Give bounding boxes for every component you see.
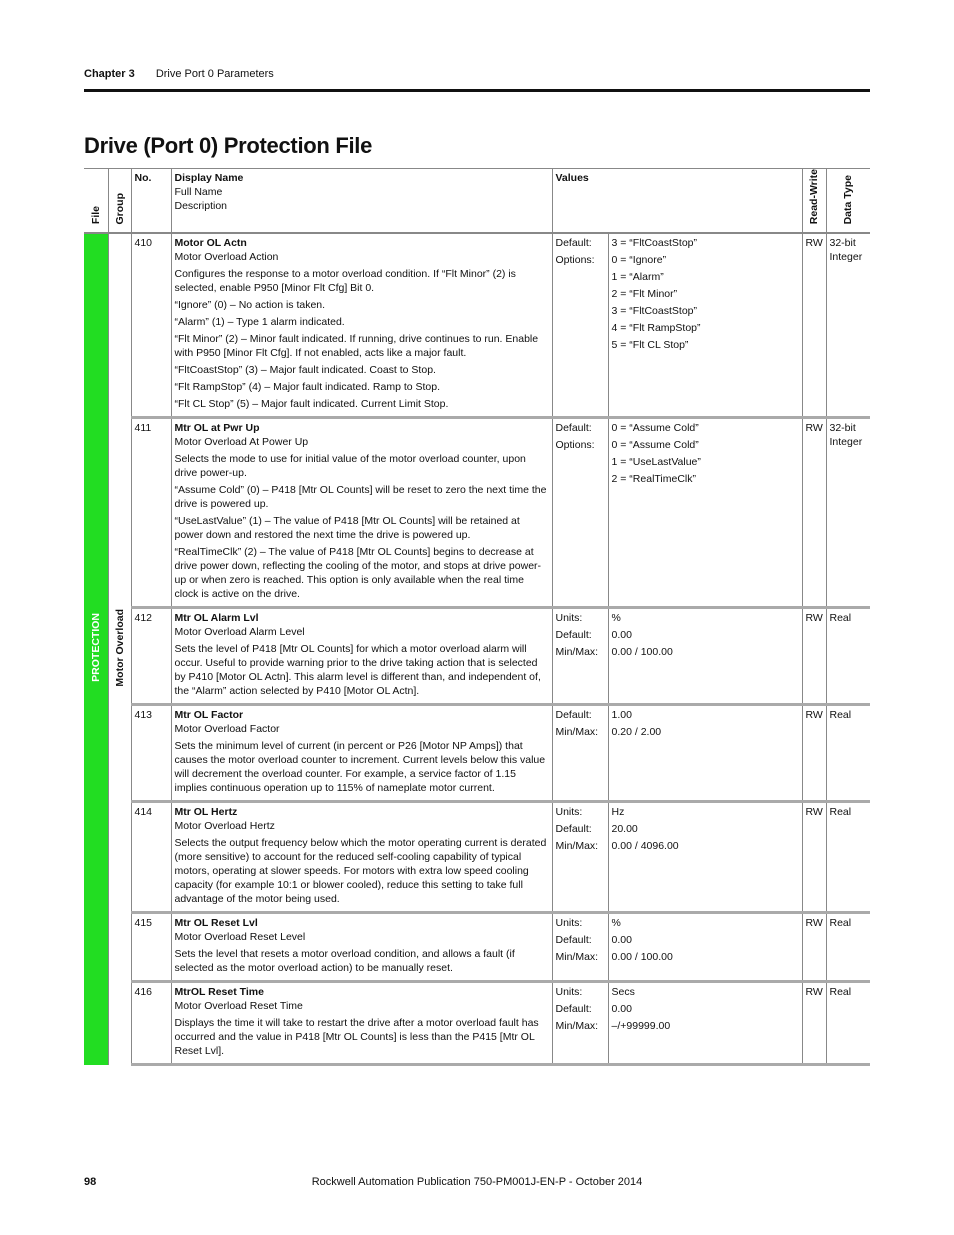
value-label: Default:	[555, 629, 592, 642]
value-item: 3 = “FltCoastStop”	[611, 237, 697, 250]
table-header-row	[84, 169, 870, 234]
table-row	[84, 233, 870, 418]
col-values: Values	[552, 169, 802, 234]
value-list	[608, 705, 802, 802]
page-header	[84, 68, 274, 80]
value-item: 0.20 / 2.00	[611, 726, 662, 739]
param-description	[171, 418, 552, 608]
data-type: 32-bit Integer	[826, 233, 870, 418]
param-desc-line: “UseLastValue” (1) – The value of P418 [Mtr OL Counts] will be retained at power down and restored the next time the drive is powered up.	[174, 515, 520, 542]
table-row	[84, 982, 870, 1065]
param-display-name: Mtr OL Hertz	[174, 806, 238, 819]
param-description	[171, 982, 552, 1065]
read-write: RW	[802, 233, 826, 418]
data-type: Real	[826, 802, 870, 913]
table-row	[84, 913, 870, 982]
value-list	[608, 418, 802, 608]
data-type: Real	[826, 705, 870, 802]
data-type: 32-bit Integer	[826, 418, 870, 608]
param-desc-line: “Assume Cold” (0) – P418 [Mtr OL Counts] will be reset to zero the next time the drive is powered up.	[174, 484, 547, 511]
param-desc-line: “Flt Minor” (2) – Minor fault indicated. If running, drive continues to run. Enable with P950 [Minor Flt Cfg]. If not enabled, acts like a major fault.	[174, 333, 539, 360]
value-item: 0.00	[611, 629, 632, 642]
table-row	[84, 802, 870, 913]
param-desc-line: Displays the time it will take to restart the drive after a motor overload fault has occurred and the value in P418 [Mtr OL Counts] is less than the P415 [Mtr OL Reset Lvl].	[174, 1017, 539, 1058]
param-full-name: Motor Overload Alarm Level	[174, 626, 305, 639]
value-labels	[552, 418, 608, 608]
value-list	[608, 982, 802, 1065]
value-list	[608, 913, 802, 982]
param-description	[171, 705, 552, 802]
value-labels	[552, 802, 608, 913]
param-full-name: Motor Overload Factor	[174, 723, 280, 736]
file-cell: PROTECTION	[84, 233, 108, 1065]
value-item: %	[611, 917, 621, 930]
col-read-write: Read-Write	[802, 169, 826, 234]
value-label: Default:	[555, 422, 592, 435]
param-display-name: Mtr OL Factor	[174, 709, 244, 722]
value-item: 0.00 / 100.00	[611, 951, 673, 964]
param-full-name: Motor Overload Hertz	[174, 820, 275, 833]
section-label: Drive Port 0 Parameters	[155, 68, 274, 80]
param-description	[171, 608, 552, 705]
param-number: 414	[131, 802, 171, 913]
value-item: 2 = “Flt Minor”	[611, 288, 678, 301]
param-desc-line: Selects the mode to use for initial value of the motor overload counter, upon drive power-up.	[174, 453, 526, 480]
value-item: 0 = “Assume Cold”	[611, 422, 699, 435]
table-row	[84, 418, 870, 608]
value-label: Min/Max:	[555, 840, 599, 853]
read-write: RW	[802, 913, 826, 982]
table-row	[84, 608, 870, 705]
value-label: Min/Max:	[555, 951, 599, 964]
param-desc-line: “FltCoastStop” (3) – Major fault indicated. Coast to Stop.	[174, 364, 436, 377]
value-item: –/+99999.00	[611, 1020, 671, 1033]
param-number: 415	[131, 913, 171, 982]
chapter-label: Chapter 3	[84, 68, 135, 80]
param-desc-line: “Ignore” (0) – No action is taken.	[174, 299, 326, 312]
parameter-table	[84, 168, 870, 1066]
param-description	[171, 913, 552, 982]
value-label: Default:	[555, 1003, 592, 1016]
value-list	[608, 608, 802, 705]
value-label: Options:	[555, 439, 595, 452]
param-description	[171, 233, 552, 418]
param-number: 413	[131, 705, 171, 802]
data-type: Real	[826, 982, 870, 1065]
param-number: 410	[131, 233, 171, 418]
param-desc-line: Selects the output frequency below which the motor operating current is derated (more sensitive) to account for the reduced self-cooling capability of typical motors, operating at slower speeds. For motors with extra low speed cooling capacity (for example 10:1 or blower cooled), reduce this setting to take full advantage of the motor being used.	[174, 837, 547, 906]
param-desc-line: “Flt RampStop” (4) – Major fault indicated. Ramp to Stop.	[174, 381, 441, 394]
value-labels	[552, 982, 608, 1065]
read-write: RW	[802, 705, 826, 802]
value-item: 0.00 / 100.00	[611, 646, 673, 659]
value-label: Units:	[555, 612, 583, 625]
value-label: Units:	[555, 917, 583, 930]
value-item: Secs	[611, 986, 635, 999]
col-file: File	[84, 169, 108, 234]
param-desc-line: “Flt CL Stop” (5) – Major fault indicated. Current Limit Stop.	[174, 398, 449, 411]
value-label: Default:	[555, 934, 592, 947]
param-display-name: Mtr OL Reset Lvl	[174, 917, 258, 930]
value-item: 0.00	[611, 934, 632, 947]
value-labels	[552, 233, 608, 418]
page-title: Drive (Port 0) Protection File	[84, 133, 373, 158]
table-row	[84, 705, 870, 802]
value-label: Default:	[555, 823, 592, 836]
param-number: 412	[131, 608, 171, 705]
value-item: 1.00	[611, 709, 632, 722]
param-desc-line: Sets the level that resets a motor overload condition, and allows a fault (if selected as the motor overload action) to be manually reset.	[174, 948, 515, 975]
value-label: Units:	[555, 806, 583, 819]
value-label: Default:	[555, 709, 592, 722]
page-number: 98	[84, 1176, 97, 1188]
read-write: RW	[802, 802, 826, 913]
value-label: Options:	[555, 254, 595, 267]
param-desc-line: Sets the level of P418 [Mtr OL Counts] for which a motor overload alarm will occur. Useful to provide warning prior to the drive taking action that is selected by P410 [Motor OL Actn]. This alarm level is different than, and independent of, the “Alarm” action selected by P410 [Motor OL Actn].	[174, 643, 541, 698]
param-display-name: Mtr OL at Pwr Up	[174, 422, 260, 435]
param-full-name: Motor Overload Action	[174, 251, 279, 264]
value-item: 2 = “RealTimeClk”	[611, 473, 697, 486]
value-labels	[552, 913, 608, 982]
value-labels	[552, 608, 608, 705]
param-full-name: Motor Overload At Power Up	[174, 436, 309, 449]
value-label: Min/Max:	[555, 1020, 599, 1033]
value-list	[608, 233, 802, 418]
value-item: 5 = “Flt CL Stop”	[611, 339, 689, 352]
param-desc-line: Sets the minimum level of current (in percent or P26 [Motor NP Amps]) that causes the motor overload counter to increment. Current levels below this value will decrement the overload counter. For example, a service factor of 1.15 implies continuous operation up to 115% of nameplate motor current.	[174, 740, 546, 795]
param-full-name: Motor Overload Reset Level	[174, 931, 306, 944]
value-item: 0.00	[611, 1003, 632, 1016]
group-cell: Motor Overload	[108, 233, 131, 1065]
read-write: RW	[802, 982, 826, 1065]
param-description	[171, 802, 552, 913]
col-no: No.	[131, 169, 171, 234]
param-display-name: MtrOL Reset Time	[174, 986, 264, 999]
value-list	[608, 802, 802, 913]
value-item: Hz	[611, 806, 625, 819]
value-label: Default:	[555, 237, 592, 250]
param-full-name: Motor Overload Reset Time	[174, 1000, 303, 1013]
data-type: Real	[826, 608, 870, 705]
col-display-name: Display Name Full Name Description	[171, 169, 552, 234]
value-label: Min/Max:	[555, 646, 599, 659]
read-write: RW	[802, 418, 826, 608]
col-group: Group	[108, 169, 131, 234]
data-type: Real	[826, 913, 870, 982]
value-item: 1 = “UseLastValue”	[611, 456, 701, 469]
col-data-type: Data Type	[826, 169, 870, 234]
value-item: 0 = “Ignore”	[611, 254, 667, 267]
param-number: 416	[131, 982, 171, 1065]
value-label: Units:	[555, 986, 583, 999]
param-number: 411	[131, 418, 171, 608]
param-desc-line: Configures the response to a motor overload condition. If “Flt Minor” (2) is selected, enable P950 [Minor Flt Cfg] Bit 0.	[174, 268, 516, 295]
value-item: 4 = “Flt RampStop”	[611, 322, 701, 335]
value-item: 3 = “FltCoastStop”	[611, 305, 697, 318]
param-desc-line: “Alarm” (1) – Type 1 alarm indicated.	[174, 316, 345, 329]
value-item: 1 = “Alarm”	[611, 271, 664, 284]
value-item: 20.00	[611, 823, 638, 836]
header-rule	[84, 89, 870, 92]
publication-info: Rockwell Automation Publication 750-PM001J-EN-P - October 2014	[311, 1176, 643, 1188]
value-item: %	[611, 612, 621, 625]
param-display-name: Mtr OL Alarm Lvl	[174, 612, 259, 625]
value-item: 0.00 / 4096.00	[611, 840, 679, 853]
value-labels	[552, 705, 608, 802]
param-desc-line: “RealTimeClk” (2) – The value of P418 [Mtr OL Counts] begins to decrease at drive power down, reflecting the cooling of the motor, and stops at drive power-up or when zero is reached. This option is only available when the real time clock is active on the drive.	[174, 546, 542, 601]
read-write: RW	[802, 608, 826, 705]
value-item: 0 = “Assume Cold”	[611, 439, 699, 452]
param-display-name: Motor OL Actn	[174, 237, 247, 250]
value-label: Min/Max:	[555, 726, 599, 739]
